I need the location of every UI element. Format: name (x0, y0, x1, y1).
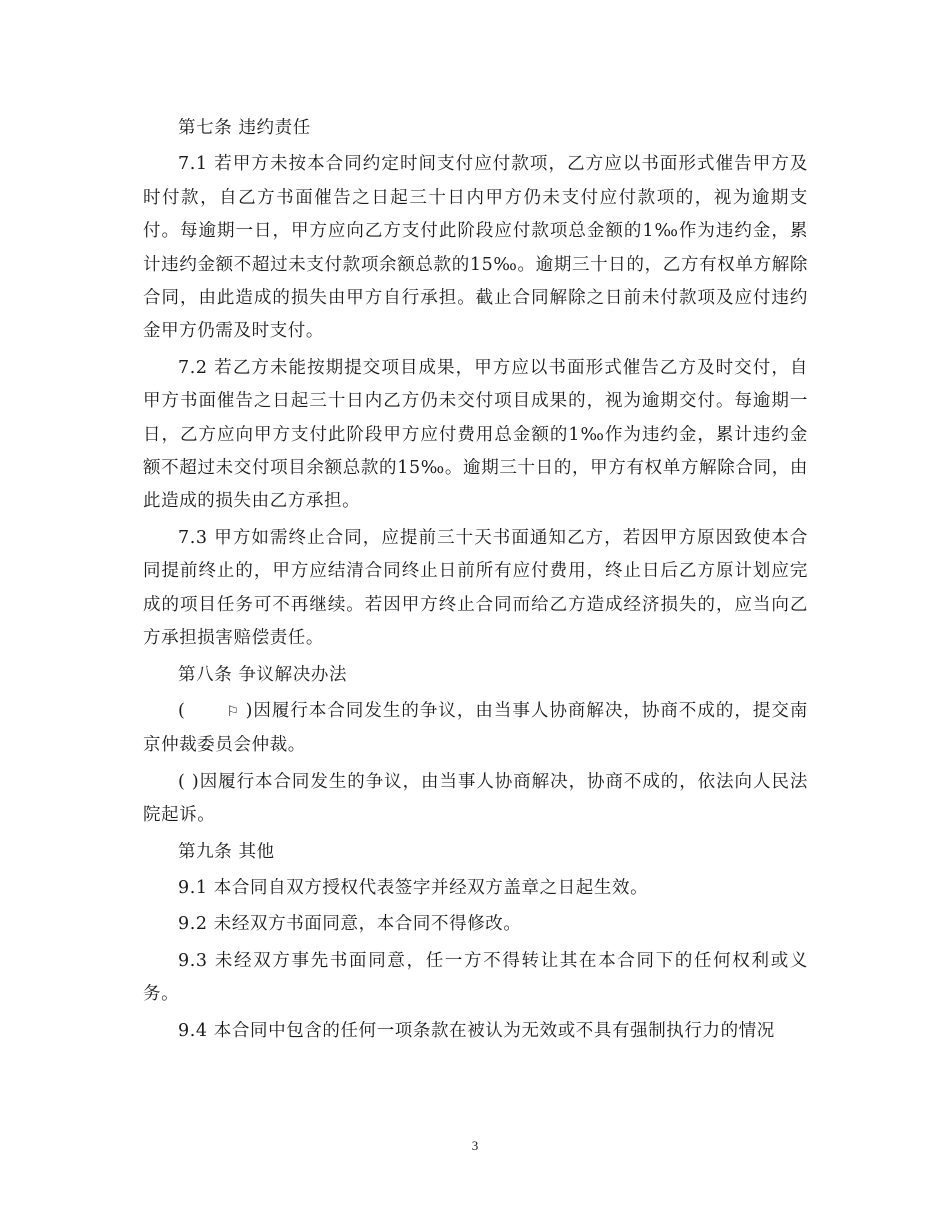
contract-body (143, 112, 808, 1051)
flag-mark-icon: ⚐ (226, 703, 240, 720)
empty-option-box: ( ) (178, 771, 200, 792)
page-number: 3 (471, 1138, 479, 1153)
dispute-option-arbitration (143, 695, 808, 763)
dispute-option-litigation-text: 因履行本合同发生的争议，由当事人协商解决，协商不成的，依法向人民法院起诉。 (143, 771, 808, 826)
clause-9-2: 9.2 未经双方书面同意，本合同不得修改。 (178, 914, 522, 935)
clause-9-3: 9.3 未经双方事先书面同意，任一方不得转让其在本合同下的任何权利或义务。 (143, 950, 808, 1005)
clause-9-1: 9.1 本合同自双方授权代表签字并经双方盖章之日起生效。 (178, 877, 649, 898)
article-8-title: 第八条 争议解决办法 (178, 664, 348, 685)
option-paren-open: ( (178, 700, 186, 721)
clause-7-3: 7.3 甲方如需终止合同，应提前三十天书面通知乙方，若因甲方原因致使本合同提前终止的，甲方应结清合同终止日前所有应付费用，终止日后乙方原计划应完成的项目任务可不再继续。若因甲方终止合同而给乙方造成经济损失的，应当向乙方承担损害赔偿责任。 (143, 527, 808, 649)
article-9-title: 第九条 其他 (178, 841, 275, 862)
dispute-option-arbitration-text: 因履行本合同发生的争议，由当事人协商解决，协商不成的，提交南京仲裁委员会仲裁。 (143, 700, 808, 756)
dispute-option-litigation (143, 766, 808, 833)
clause-7-1: 7.1 若甲方未按本合同约定时间支付应付款项，乙方应以书面形式催告甲方及时付款，自乙方书面催告之日起三十日内甲方仍未支付应付款项的，视为逾期支付。每逾期一日，甲方应向乙方支付此阶段应付款项总金额的1‰作为违约金，累计违约金额不超过未支付款项余额总款的15‰。逾期三十日的，乙方有权单方解除合同，由此造成的损失由甲方自行承担。截止合同解除之日前未付款项及应付违约金甲方仍需及时支付。 (143, 154, 808, 342)
clause-9-4: 9.4 本合同中包含的任何一项条款在被认为无效或不具有强制执行力的情况 (178, 1020, 775, 1041)
clause-7-2: 7.2 若乙方未能按期提交项目成果，甲方应以书面形式催告乙方及时交付，自甲方书面催告之日起三十日内乙方仍未交付项目成果的，视为逾期交付。每逾期一日，乙方应向甲方支付此阶段甲方应付费用总金额的1‰作为违约金，累计违约金额不超过未交付项目余额总款的15‰。逾期三十日的，甲方有权单方解除合同，由此造成的损失由乙方承担。 (143, 357, 808, 512)
option-paren-close: ) (245, 700, 254, 721)
article-7-title: 第七条 违约责任 (178, 118, 311, 138)
